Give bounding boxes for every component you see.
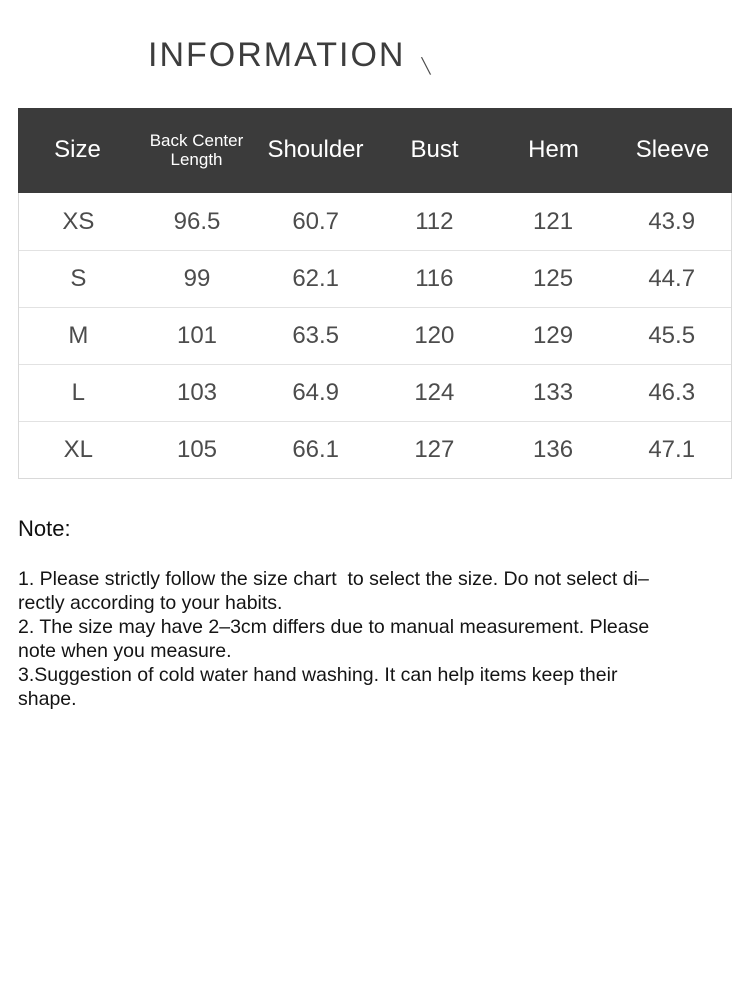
column-header-bust: Bust [410, 136, 459, 164]
note-heading: Note: [18, 516, 71, 541]
column-header-line1: Back Center [149, 130, 244, 150]
table-cell: 124 [414, 379, 455, 406]
table-cell: 47.1 [648, 436, 696, 463]
note-line: shape. [18, 688, 77, 710]
size-chart-table [18, 108, 732, 479]
table-cell: 121 [533, 207, 574, 235]
table-cell: 99 [183, 265, 211, 292]
table-row-l [19, 364, 731, 421]
table-cell: 64.9 [292, 379, 340, 406]
table-cell: 60.7 [292, 207, 340, 235]
table-row-xl [19, 421, 731, 478]
table-cell: 133 [533, 379, 574, 406]
column-header-shoulder: Shoulder [267, 136, 364, 164]
note-line: 3.Suggestion of cold water hand washing. It can help items keep their [18, 664, 618, 686]
table-cell: 66.1 [292, 436, 340, 463]
table-cell: 120 [414, 322, 455, 349]
table-cell: 127 [414, 436, 455, 463]
note-line: 2. The size may have 2–3cm differs due to manual measurement. Please [18, 616, 650, 638]
note-line: rectly according to your habits. [18, 592, 283, 614]
table-cell: 116 [415, 265, 454, 292]
table-body [18, 193, 732, 479]
note-line: note when you measure. [18, 640, 232, 662]
table-cell: 103 [176, 379, 218, 406]
table-cell: 43.9 [648, 207, 696, 235]
table-cell: 96.5 [173, 207, 221, 235]
column-header-hem: Hem [528, 136, 579, 164]
table-cell: 129 [533, 322, 574, 349]
table-cell: 112 [415, 207, 454, 235]
table-cell: L [71, 379, 86, 406]
note-line: 1. Please strictly follow the size chart to select the size. Do not select di– [18, 568, 649, 590]
table-cell: 45.5 [648, 322, 696, 349]
table-cell: S [70, 265, 87, 292]
table-header-row [18, 108, 732, 193]
table-cell: 44.7 [648, 265, 696, 292]
table-cell: 101 [176, 322, 218, 349]
table-cell: 62.1 [292, 265, 340, 292]
column-header-back-center-length [137, 132, 256, 169]
title-tick-icon: ╲ [421, 58, 431, 75]
table-cell: 136 [533, 436, 574, 463]
column-header-size: Size [54, 136, 101, 164]
column-header-sleeve: Sleeve [635, 136, 710, 164]
table-cell: 105 [176, 436, 218, 463]
page-title: INFORMATION [148, 36, 406, 74]
table-row-m [19, 307, 731, 364]
table-row-xs [19, 193, 731, 250]
note-section [18, 516, 734, 711]
page-header [148, 36, 431, 75]
table-cell: XL [63, 436, 94, 463]
table-cell: XS [62, 207, 95, 235]
table-cell: 46.3 [648, 379, 696, 406]
table-row-s [19, 250, 731, 307]
table-cell: 125 [533, 265, 574, 292]
column-header-line2: Length [170, 149, 223, 169]
table-cell: 63.5 [292, 322, 340, 349]
table-cell: M [68, 322, 89, 349]
